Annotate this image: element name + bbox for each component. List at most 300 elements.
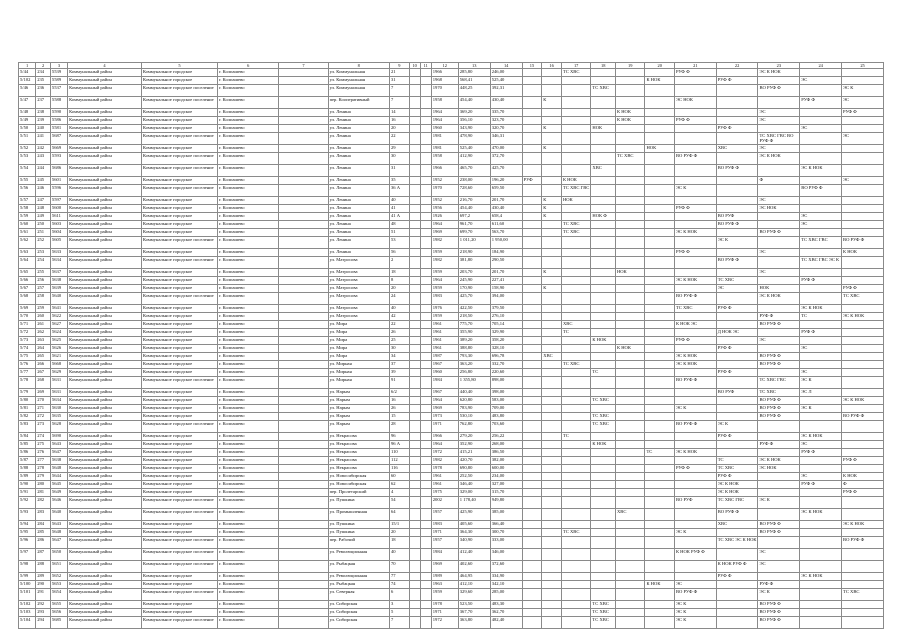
table-cell: 5646 [50,497,67,509]
table-row [19,133,884,145]
table-row [19,601,884,609]
table-cell [561,589,590,601]
table-cell [758,237,800,249]
table-cell: 8 [389,277,409,285]
table-cell: г. Колпашево [218,257,279,269]
table-cell [758,125,800,133]
table-cell: Коммунальное городское [141,457,217,465]
table-cell: г. Колпашево [218,473,279,481]
table-cell: 35 [389,177,409,185]
table-cell [800,337,842,345]
table-cell: Коммунальный район [68,561,142,573]
table-cell: 394,00 [490,293,522,305]
table-cell: 276 [36,449,51,457]
table-cell [800,549,842,561]
table-cell: 282 [36,497,51,509]
table-cell: 5647 [50,537,67,549]
table-cell: ЭС [716,285,758,293]
table-cell [279,269,328,277]
table-cell: 290 [36,581,51,589]
table-cell: РУФ Ф [716,305,758,313]
table-cell: ТС ХВС [591,413,616,421]
table-cell [522,389,542,397]
table-cell: Коммунальный район [68,521,142,529]
table-cell [591,361,616,369]
table-cell: Коммунальный район [68,145,142,153]
table-cell: 56 [389,249,409,257]
table-cell: РУФ Ф [800,449,842,457]
table-cell: РУФ Ф [842,285,884,293]
table-cell [542,465,562,473]
table-cell: 1967 [431,361,458,369]
table-cell: 1983 [431,293,458,305]
table-cell [522,165,542,177]
table-cell [409,269,420,277]
table-cell: г. Колпашево [218,421,279,433]
table-cell: ТС ХВС [561,69,590,77]
table-cell [842,145,884,153]
table-cell: ул. Матросова [328,293,389,305]
table-cell [409,405,420,413]
table-cell [591,293,616,305]
table-cell: ЭС К НОК [674,353,716,361]
table-cell: Коммунальное городское [141,313,217,321]
table-cell [645,509,674,521]
table-cell [561,441,590,449]
table-cell [279,205,328,213]
table-cell [645,213,674,221]
table-cell: 20 [389,285,409,293]
table-cell: Коммунальный район [68,321,142,329]
table-cell [645,421,674,433]
table-cell: Коммунальное городское поселение [141,185,217,197]
table-cell [800,109,842,117]
table-cell [420,481,431,489]
table-cell [542,185,562,197]
table-cell [591,405,616,413]
table-cell: К НОК РУФ Ф [716,561,758,573]
table-cell: 448,25 [458,85,490,97]
table-cell: 5/93 [19,509,36,521]
table-cell [409,229,420,237]
table-cell: ВО РУФ Ф [758,601,800,609]
table-cell: РУФ Ф [716,77,758,85]
table-cell [716,617,758,629]
table-cell [542,133,562,145]
table-cell [409,85,420,97]
table-cell [842,117,884,125]
table-cell [542,321,562,329]
table-cell: ВО РУФ Ф [842,237,884,249]
table-cell [279,573,328,581]
table-cell [842,345,884,353]
table-cell [420,489,431,497]
table-cell: Коммунальное городское [141,117,217,125]
table-cell [842,205,884,213]
table-cell: ВО РУФ Ф [674,589,716,601]
table-cell: 699,70 [458,229,490,237]
table-cell [842,69,884,77]
table-cell: 287 [36,549,51,561]
table-cell: ЭС [800,213,842,221]
table-cell: Коммунальное городское [141,405,217,413]
table-cell: Коммунальный район [68,205,142,213]
table-cell: г. Колпашево [218,221,279,229]
table-cell: 523,50 [458,601,490,609]
table-cell [522,465,542,473]
table-cell: ЭС [758,561,800,573]
table-cell [542,397,562,405]
table-row [19,509,884,521]
column-number-cell: 2 [36,63,51,69]
table-cell [842,125,884,133]
table-cell [716,85,758,97]
table-cell: 323,70 [490,117,522,125]
table-cell [615,185,644,197]
table-cell [522,277,542,285]
table-cell: Коммунальное городское поселение [141,561,217,573]
column-number-cell: 24 [800,63,842,69]
table-cell [420,249,431,257]
table-cell: г. Колпашево [218,361,279,369]
table-cell [842,353,884,361]
table-cell: 5/73 [19,337,36,345]
table-cell: 26 [389,405,409,413]
table-cell [674,329,716,337]
table-cell: 290,50 [490,257,522,269]
table-cell: 5626 [50,345,67,353]
table-cell [561,345,590,353]
table-cell [522,537,542,549]
table-cell [522,125,542,133]
table-cell: Коммунальный район [68,221,142,229]
table-cell [409,609,420,617]
table-cell: 5/83 [19,421,36,433]
table-cell: 1964 [431,109,458,117]
table-cell: г. Колпашево [218,185,279,197]
table-cell: г. Колпашево [218,313,279,321]
table-cell: ЭС К НОК [674,449,716,457]
table-cell [420,589,431,601]
table-cell [542,249,562,257]
table-cell [800,497,842,509]
table-cell: 5581 [50,125,67,133]
table-cell: ЭС [842,133,884,145]
table-cell: 5605 [50,237,67,249]
table-cell: ЭС К НОК [674,361,716,369]
table-cell [561,609,590,617]
table-cell [615,405,644,413]
table-cell: 5/76 [19,361,36,369]
table-cell [522,345,542,353]
table-cell: 20 [389,125,409,133]
table-cell [561,481,590,489]
table-cell [591,249,616,257]
table-cell [279,177,328,185]
table-cell [842,185,884,197]
table-cell [279,481,328,489]
table-cell [542,433,562,441]
table-cell: ТС ХВС [591,421,616,433]
table-cell: 291 [36,589,51,601]
table-cell: 386,50 [490,449,522,457]
table-cell [409,329,420,337]
table-cell: 568,41 [458,77,490,85]
table-cell: Коммунальное городское [141,249,217,257]
table-cell [420,97,431,109]
table-cell: ТС ХВС [591,609,616,617]
table-cell: Коммунальное городское поселение [141,293,217,305]
table-cell [716,177,758,185]
table-cell [645,369,674,377]
table-cell [522,561,542,573]
table-cell [561,237,590,249]
table-cell: Коммунальное городское [141,609,217,617]
table-cell: 1959 [431,313,458,321]
table-cell [591,257,616,269]
table-cell: 5/103 [19,609,36,617]
table-cell: ТС ХВС [842,293,884,305]
table-cell: 245 [36,177,51,185]
table-body [19,69,884,629]
table-row [19,389,884,397]
table-cell [716,205,758,213]
table-cell: 5/55 [19,177,36,185]
table-cell [591,313,616,321]
table-cell: г. Колпашево [218,97,279,109]
table-cell [561,257,590,269]
table-cell: ЭС [842,177,884,185]
table-cell: 216,70 [458,197,490,205]
table-cell: 5/80 [19,397,36,405]
table-cell: Коммунальное городское поселение [141,497,217,509]
table-cell [591,145,616,153]
table-cell: 31 [389,165,409,177]
table-cell: РУФ Ф [800,481,842,489]
table-cell [800,397,842,405]
table-cell [716,153,758,165]
table-cell [842,221,884,229]
table-cell [591,229,616,237]
table-cell [522,337,542,345]
table-cell: 254 [36,257,51,269]
table-cell [420,537,431,549]
table-cell [542,277,562,285]
table-cell: 70 [389,561,409,573]
table-cell: 42 [389,313,409,321]
table-cell [842,601,884,609]
table-cell: Коммунальный район [68,413,142,421]
table-cell: ул. Ленина [328,229,389,237]
table-cell: 412,10 [458,581,490,589]
table-cell: 709,00 [490,405,522,413]
table-cell: Коммунальное городское поселение [141,589,217,601]
table-cell [561,353,590,361]
table-cell [842,441,884,449]
table-cell [420,421,431,433]
table-cell: 696,78 [490,353,522,361]
table-cell: ул. Матросова [328,305,389,313]
table-cell: г. Колпашево [218,77,279,85]
table-cell [800,413,842,421]
table-cell: 249 [36,213,51,221]
table-cell: ВО РУФ Ф [758,85,800,97]
table-cell [645,293,674,305]
table-cell: 482,40 [490,617,522,629]
table-cell [615,329,644,337]
table-cell [674,521,716,529]
table-cell [561,269,590,277]
table-cell [542,473,562,481]
table-cell [409,521,420,529]
table-cell: РУФ Ф [800,97,842,109]
table-cell: 5654 [50,589,67,601]
table-cell [561,509,590,521]
table-cell: Коммунальное городское поселение [141,133,217,145]
table-cell: пер. Рабочий [328,537,389,549]
table-cell: Коммунальное городское поселение [141,257,217,269]
table-cell [615,537,644,549]
table-cell [522,361,542,369]
table-cell: ЭС К [758,589,800,601]
table-cell [409,153,420,165]
table-cell [522,581,542,589]
column-number-cell: 9 [389,63,409,69]
table-cell [409,125,420,133]
table-cell: Коммунальный район [68,85,142,97]
table-cell [561,457,590,465]
table-cell [409,389,420,397]
table-cell: 243 [36,153,51,165]
table-cell [674,269,716,277]
table-cell: 425,70 [490,165,522,177]
table-cell: 425,90 [458,509,490,521]
table-cell: К НОК [842,249,884,257]
table-cell: Коммунальное городское [141,397,217,405]
table-cell [842,449,884,457]
table-cell: 272 [36,413,51,421]
table-cell [645,361,674,369]
table-row [19,249,884,257]
table-cell: 112 [389,457,409,465]
table-cell [522,521,542,529]
table-cell: ТС [800,313,842,321]
table-cell: 372,60 [490,561,522,573]
table-cell: ВО РУФ Ф [758,361,800,369]
table-cell [561,497,590,509]
table-cell: ЭС [758,337,800,345]
table-cell: ул. Ленина [328,177,389,185]
table-cell: 5/87 [19,457,36,465]
table-cell: 7 [389,617,409,629]
table-cell [409,77,420,85]
table-cell: Коммунальный район [68,285,142,293]
table-cell [591,529,616,537]
table-cell: РУФ Ф [674,249,716,257]
table-cell [800,269,842,277]
table-cell: ТС ХВС ГВС [716,497,758,509]
table-cell: г. Колпашево [218,321,279,329]
table-cell [615,353,644,361]
table-cell [279,377,328,389]
table-cell [420,221,431,229]
table-cell: ЭС К НОК [842,397,884,405]
table-cell [542,497,562,509]
table-cell: 5655 [50,601,67,609]
table-cell [542,165,562,177]
table-cell [645,377,674,389]
table-cell [522,117,542,125]
table-cell: 1961 [431,473,458,481]
table-cell: Коммунальное городское поселение [141,85,217,97]
table-cell: 5640 [50,293,67,305]
table-cell [409,221,420,229]
table-cell: 30 [389,153,409,165]
table-cell [561,109,590,117]
table-cell [420,229,431,237]
table-cell: Коммунальный район [68,405,142,413]
table-cell [561,213,590,221]
table-cell [645,133,674,145]
table-cell: г. Колпашево [218,601,279,609]
table-cell: 26 [389,329,409,337]
table-cell [842,269,884,277]
table-cell: 22 [389,321,409,329]
table-cell [591,433,616,441]
table-cell [758,421,800,433]
table-cell [615,561,644,573]
table-cell: Коммунальный район [68,185,142,197]
table-cell [645,221,674,229]
table-cell: г. Колпашево [218,537,279,549]
table-cell [561,293,590,305]
table-cell: Коммунальный район [68,433,142,441]
table-cell [800,589,842,601]
table-cell: 398,00 [490,389,522,397]
table-cell: РУФ Ф [758,581,800,589]
table-cell [645,329,674,337]
table-cell: ул. Матросова [328,269,389,277]
table-cell: 1964 [431,441,458,449]
table-cell [279,457,328,465]
table-cell [420,509,431,521]
table-cell [420,69,431,77]
table-cell [409,489,420,497]
table-cell [420,473,431,481]
table-cell: 346,00 [490,549,522,561]
table-cell [420,353,431,361]
table-cell: 5 [389,609,409,617]
table-cell: ЭС К НОК [674,277,716,285]
table-row [19,269,884,277]
table-cell: ЭС К НОК [800,573,842,581]
table-cell [716,609,758,617]
table-cell: Коммунальный район [68,473,142,481]
table-cell: ВО РУФ Ф [674,293,716,305]
table-cell [645,337,674,345]
table-cell [279,521,328,529]
table-cell: Коммунальный район [68,125,142,133]
table-cell: 1967 [431,389,458,397]
table-cell: 28 [389,421,409,433]
table-cell: г. Колпашево [218,609,279,617]
table-cell: ЭС К [674,609,716,617]
table-cell: 201,70 [490,269,522,277]
table-cell [645,521,674,529]
table-cell: г. Колпашево [218,497,279,509]
table-cell: пер. Пролетарский [328,489,389,497]
table-cell: 51 [389,229,409,237]
